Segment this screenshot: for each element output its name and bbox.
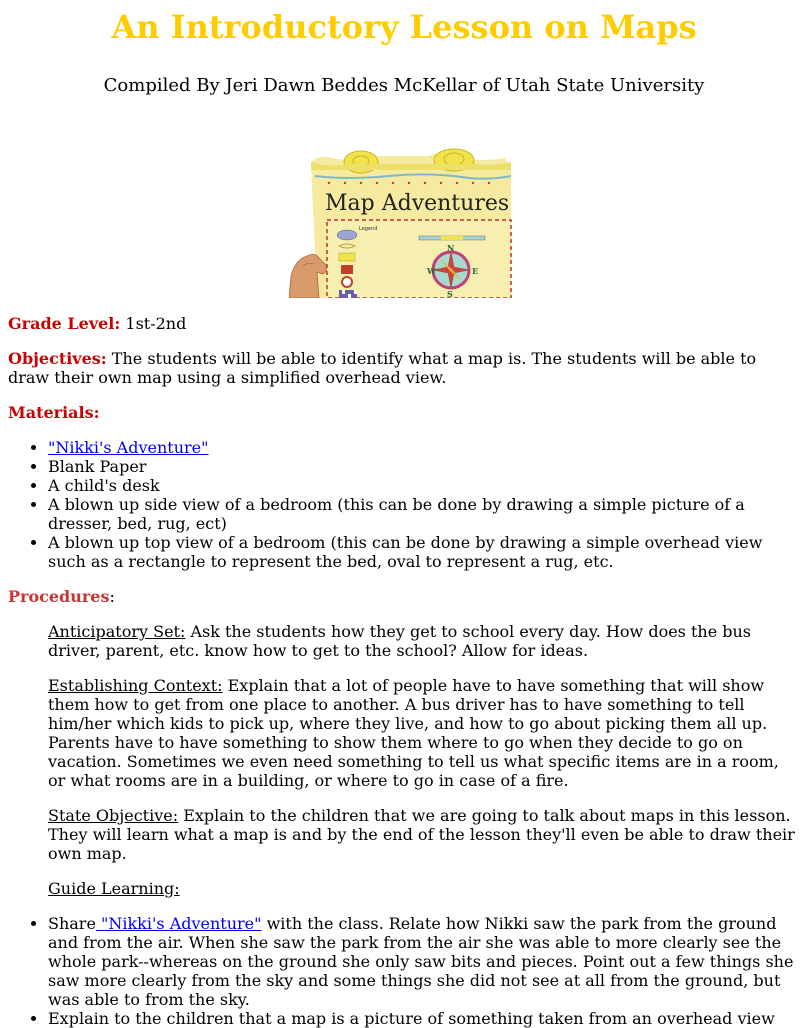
svg-text:Legend: Legend (358, 226, 377, 232)
materials-item: • A blown up side view of a bedroom (this can be done by drawing a simple picture of a dresser, bed, rug, ect) (48, 495, 800, 533)
svg-text:S: S (446, 289, 453, 298)
page-title: An Introductory Lesson on Maps (111, 8, 697, 46)
state-objective-text: Explain to the children that we are going to talk about maps in this lesson. They will learn what a map is and by the end of the lesson they'll even be able to draw their own map. (48, 806, 795, 863)
objectives (8, 349, 800, 387)
map-illustration-icon (289, 148, 513, 298)
state-objective (48, 806, 800, 863)
guide-learning-text: with the class. Relate how Nikki saw the park from the ground and from the air. When she saw the park from the air she was able to more clearly see the whole park--whereas on the ground she only saw bits and pieces. Point out a few things she saw more clearly from the sky and some things she did not see at all from the ground, but was able to from the sky. (48, 914, 794, 1009)
materials-heading (8, 403, 800, 422)
establishing-context (48, 676, 800, 790)
procedures-colon: : (109, 587, 115, 606)
map-adventures-image (289, 148, 513, 298)
materials-label: Materials: (8, 403, 100, 422)
establishing-context-text: Explain that a lot of people have to have something that will show them how to get from one place to another. A bus driver has to have something to tell him/her which kids to pick up, where they live, and how to go about picking them all up. Parents have to have something to show them where to go when they decide to go on vacation. Sometimes we even need something to tell us what specific items are in a room, or what rooms are in a building, or where to go in case of a fire. (48, 676, 779, 790)
procedures-heading (8, 587, 800, 606)
guide-learning-item: • Explain to the children that a map is a picture of something taken from an overhead view (48, 1009, 800, 1028)
guide-learning-label: Guide Learning: (48, 879, 180, 898)
objectives-text: The students will be able to identify what a map is. The students will be able to draw their own map using a simplified overhead view. (8, 349, 757, 387)
grade-level (8, 314, 800, 333)
guide-learning-item (48, 914, 800, 1009)
nikkis-adventure-link[interactable]: "Nikki's Adventure" (48, 438, 209, 457)
grade-level-label: Grade Level: (8, 314, 121, 333)
establishing-context-label: Establishing Context: (48, 676, 223, 695)
grade-level-value: 1st-2nd (120, 314, 187, 333)
guide-learning (48, 879, 800, 898)
materials-item: • A child's desk (48, 476, 800, 495)
procedures-label: Procedures (8, 587, 110, 606)
anticipatory-set (48, 622, 800, 660)
guide-learning-list (8, 914, 800, 1028)
svg-text:E: E (471, 266, 478, 276)
svg-text:Map Adventures: Map Adventures (324, 191, 509, 216)
state-objective-label: State Objective: (48, 806, 179, 825)
share-prefix: Share (48, 914, 96, 933)
materials-item: • Blank Paper (48, 457, 800, 476)
materials-item (48, 438, 800, 457)
svg-text:N: N (446, 243, 454, 253)
anticipatory-set-text: Ask the students how they get to school every day. How does the bus driver, parent, etc. know how to get to the school? Allow for ideas. (48, 622, 752, 660)
nikkis-adventure-link-2[interactable]: "Nikki's Adventure" (95, 914, 262, 933)
materials-item: • A blown up top view of a bedroom (this can be done by drawing a simple overhead view such as a rectangle to represent the bed, oval to represent a rug, etc. (48, 533, 800, 571)
objectives-label: Objectives: (8, 349, 107, 368)
page-subtitle: Compiled By Jeri Dawn Beddes McKellar of Utah State University (103, 75, 705, 96)
materials-list (8, 438, 800, 571)
hero (8, 148, 800, 298)
svg-text:W: W (426, 266, 436, 276)
anticipatory-set-label: Anticipatory Set: (48, 622, 186, 641)
